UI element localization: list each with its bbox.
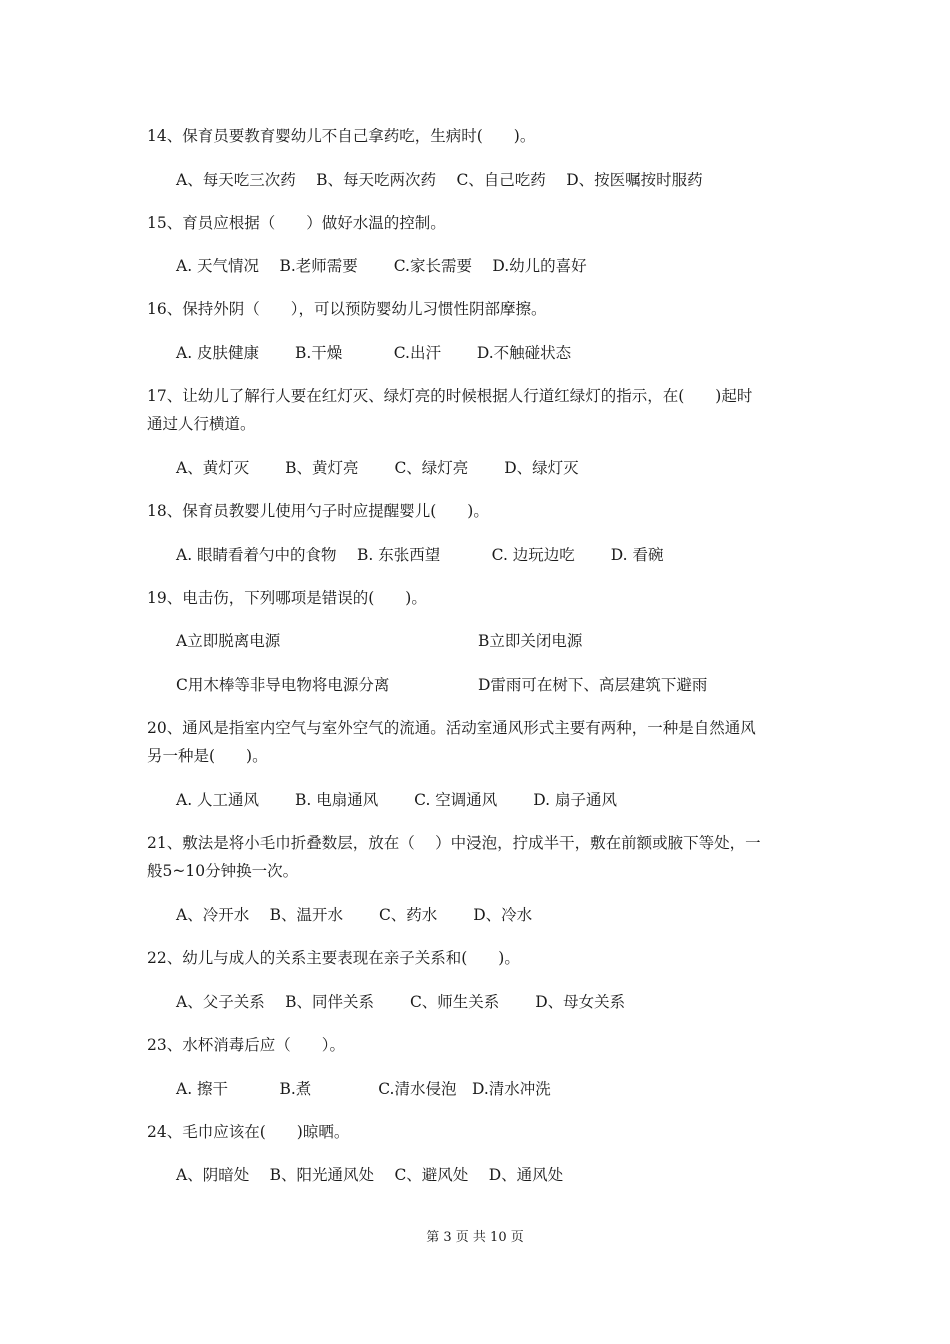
question-20-options: A. 人工通风 B. 电扇通风 C. 空调通风 D. 扇子通风: [176, 791, 617, 809]
question-17-stem-continued: 通过人行横道。: [147, 415, 256, 433]
question-16-stem: 16、保持外阴（ ），可以预防婴幼儿习惯性阴部摩擦。: [147, 300, 547, 318]
question-18-options: A. 眼睛看着勺中的食物 B. 东张西望 C. 边玩边吃 D. 看碗: [176, 546, 664, 564]
question-18-stem: 18、保育员教婴儿使用勺子时应提醒婴儿( )。: [147, 502, 489, 520]
question-16-options: A. 皮肤健康 B.干燥 C.出汗 D.不触碰状态: [176, 344, 572, 362]
question-14-options: A、每天吃三次药 B、每天吃两次药 C、自己吃药 D、按医嘱按时服药: [176, 171, 703, 189]
question-19-stem: 19、电击伤，下列哪项是错误的( )。: [147, 589, 427, 607]
question-23-options: A. 擦干 B.煮 C.清水侵泡 D.清水冲洗: [176, 1080, 551, 1098]
question-21-stem: 21、敷法是将小毛巾折叠数层，放在（ ）中浸泡，拧成半干，敷在前额或腋下等处，一: [147, 834, 761, 852]
question-23-stem: 23、水杯消毒后应（ ）。: [147, 1036, 345, 1054]
question-21-options: A、冷开水 B、温开水 C、药水 D、冷水: [176, 906, 533, 924]
question-17-stem: 17、让幼儿了解行人要在红灯灭、绿灯亮的时候根据人行道红绿灯的指示，在( )起时: [147, 387, 753, 405]
question-20-stem-continued: 另一种是( )。: [147, 747, 268, 765]
question-19-option-d: D雷雨可在树下、高层建筑下避雨: [478, 676, 708, 694]
question-14-stem: 14、保育员要教育婴幼儿不自己拿药吃，生病时( )。: [147, 127, 536, 145]
question-19-option-a: A立即脱离电源: [176, 632, 281, 650]
question-17-options: A、黄灯灭 B、黄灯亮 C、绿灯亮 D、绿灯灭: [176, 459, 579, 477]
question-24-options: A、阴暗处 B、阳光通风处 C、避风处 D、通风处: [176, 1166, 564, 1184]
question-15-stem: 15、育员应根据（ ）做好水温的控制。: [147, 214, 446, 232]
question-19-option-c: C用木棒等非导电物将电源分离: [176, 676, 390, 694]
question-21-stem-continued: 般5~10分钟换一次。: [147, 862, 299, 880]
question-15-options: A. 天气情况 B.老师需要 C.家长需要 D.幼儿的喜好: [176, 257, 587, 275]
question-24-stem: 24、毛巾应该在( )晾晒。: [147, 1123, 350, 1141]
page-footer: 第 3 页 共 10 页: [426, 1230, 524, 1245]
question-22-options: A、父子关系 B、同伴关系 C、师生关系 D、母女关系: [176, 993, 626, 1011]
question-22-stem: 22、幼儿与成人的关系主要表现在亲子关系和( )。: [147, 949, 520, 967]
question-20-stem: 20、通风是指室内空气与室外空气的流通。活动室通风形式主要有两种，一种是自然通风: [147, 719, 756, 737]
question-19-option-b: B立即关闭电源: [478, 632, 583, 650]
